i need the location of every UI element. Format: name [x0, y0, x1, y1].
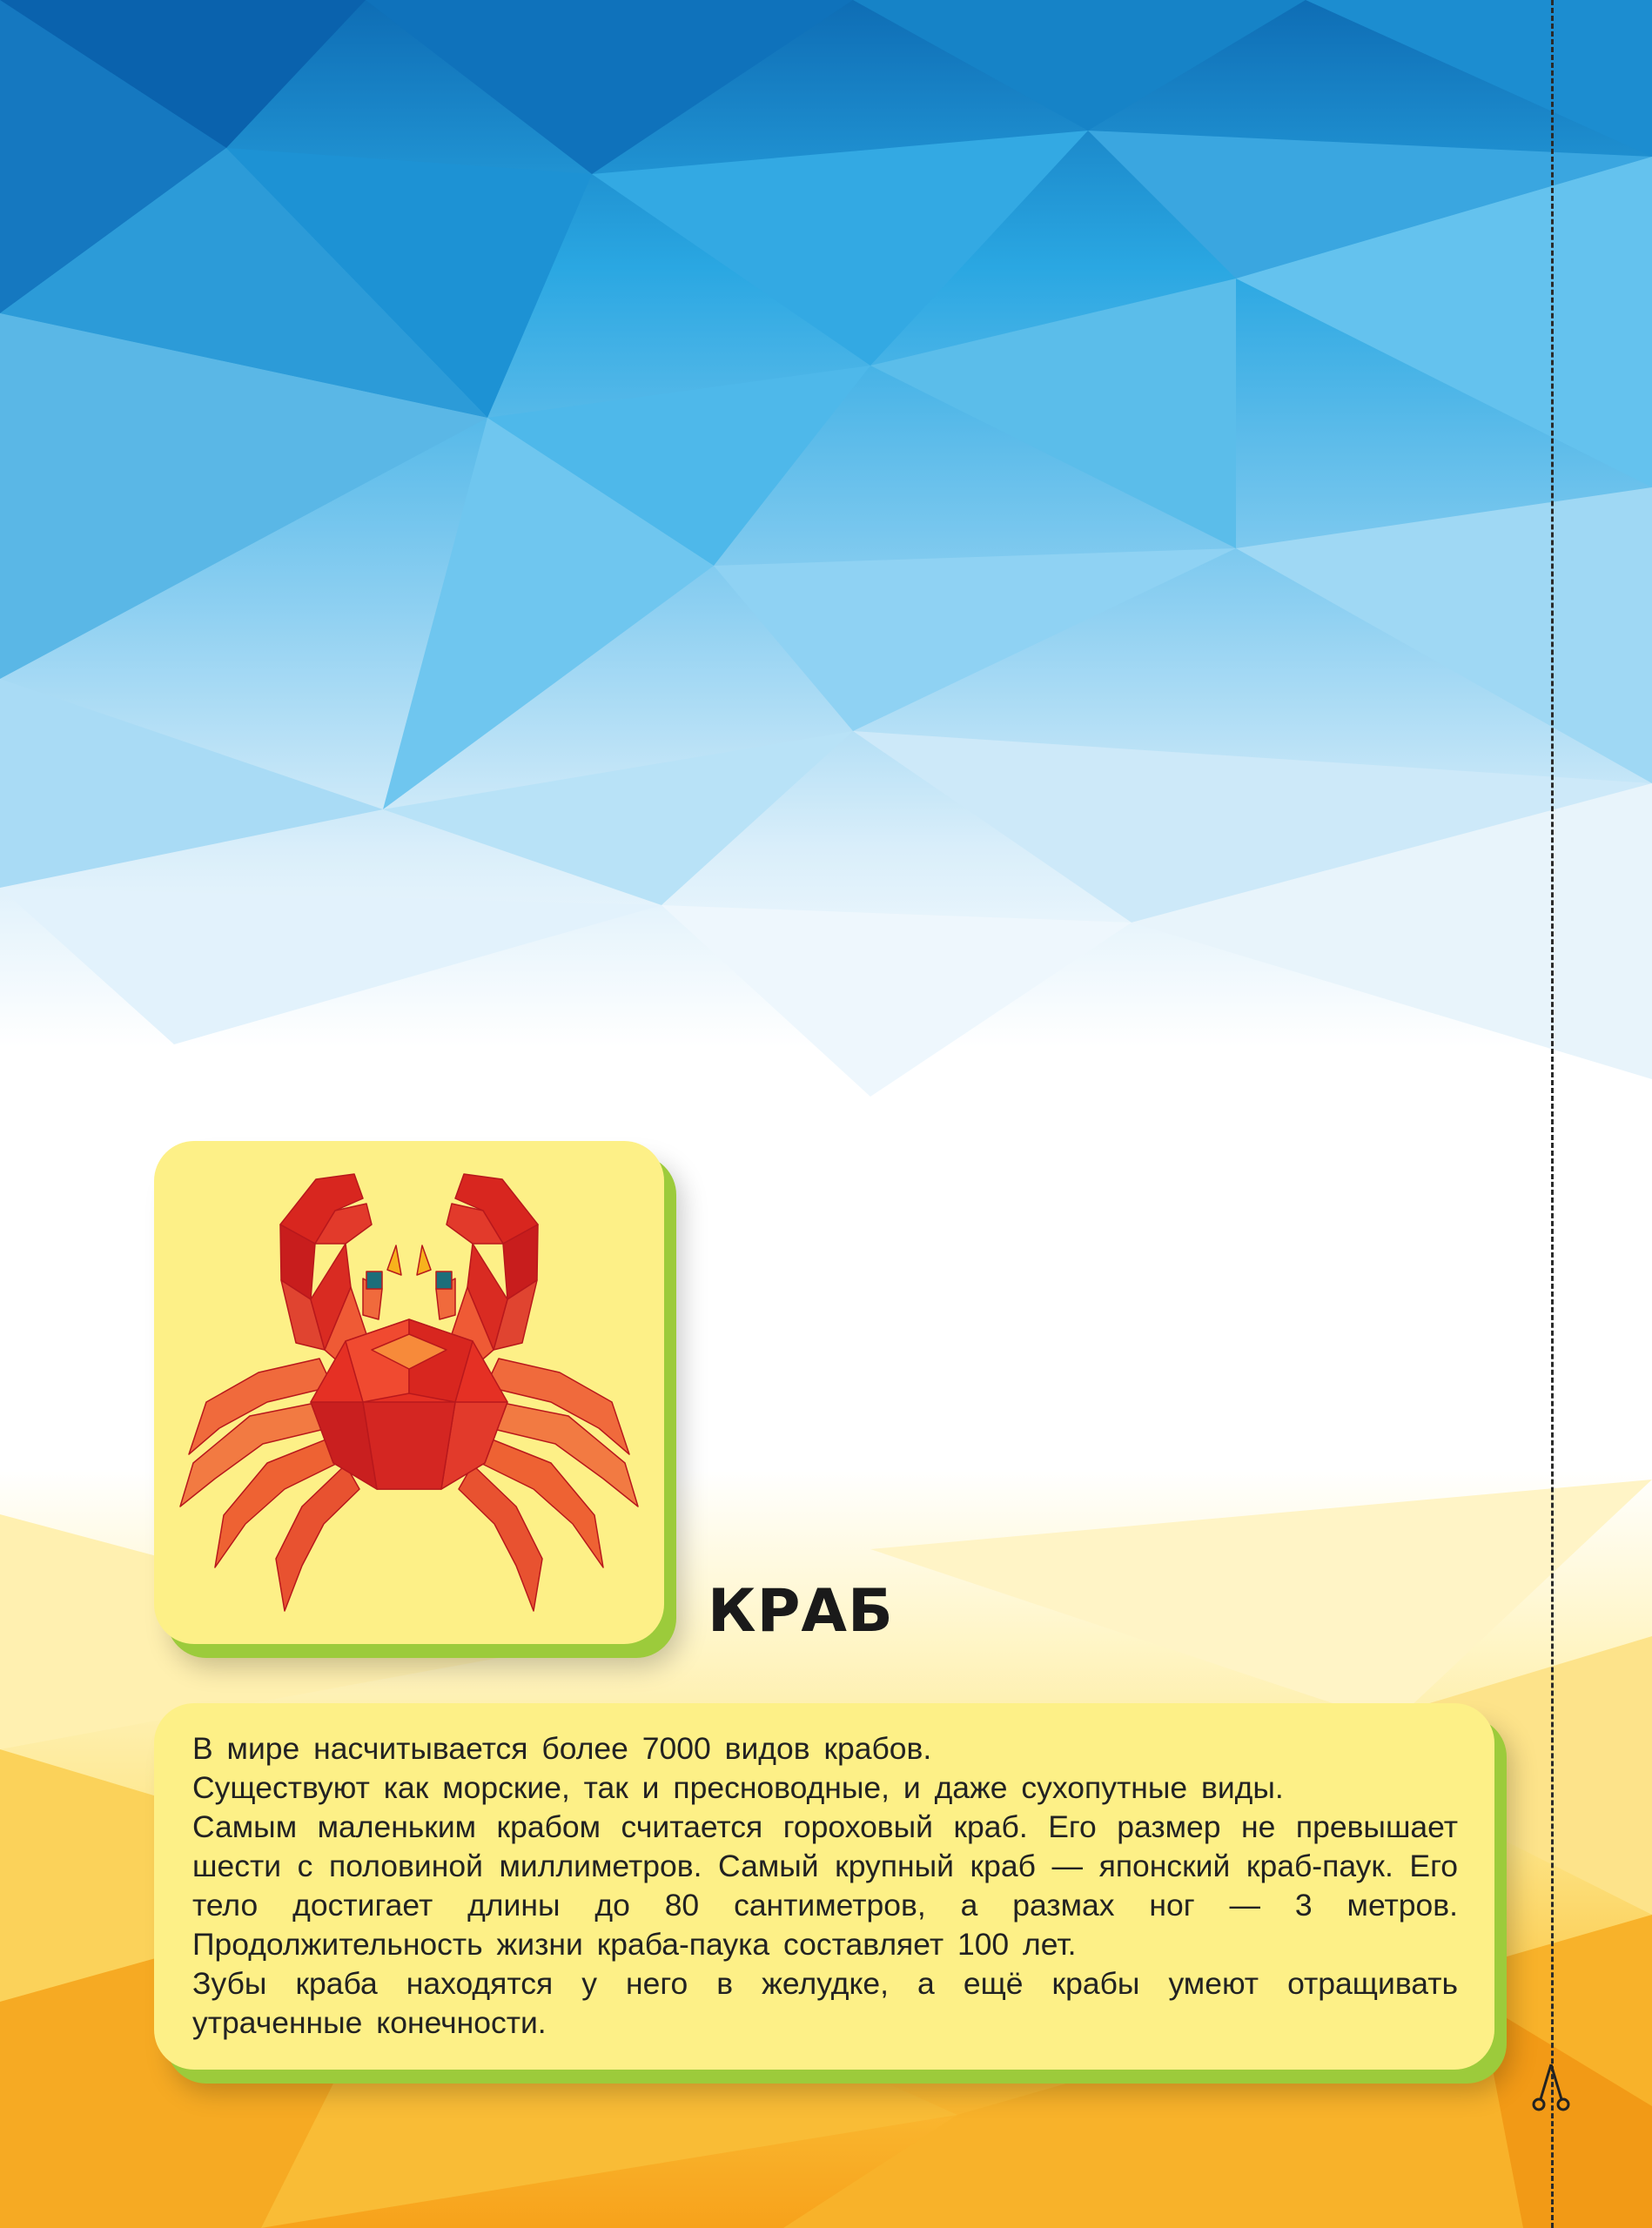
cut-line — [1551, 0, 1554, 2228]
crab-image-card — [154, 1141, 664, 1644]
paragraph-2: Существуют как морские, так и пресноводные, и даже сухопутные виды. — [192, 1770, 1284, 1805]
scissors-icon — [1528, 2061, 1574, 2113]
crab-icon — [154, 1141, 664, 1644]
page-title: КРАБ — [708, 1577, 894, 1646]
paragraph-3: Самым маленьким крабом считается гороховый краб. Его размер не превышает шести с половиной миллиметров. Самый крупный краб — японский краб-паук. Его тело достигает длины до 80 сантиметров, а размах ног — 3 метров. Продолжительность жизни краба-паука составляет 100 лет. — [192, 1809, 1458, 1962]
paragraph-4: Зубы краба находятся у него в желудке, а ещё крабы умеют отращивать утраченные конечности. — [192, 1966, 1458, 2040]
info-text-box — [154, 1703, 1494, 2070]
paragraph-1: В мире насчитывается более 7000 видов крабов. — [192, 1731, 932, 1766]
